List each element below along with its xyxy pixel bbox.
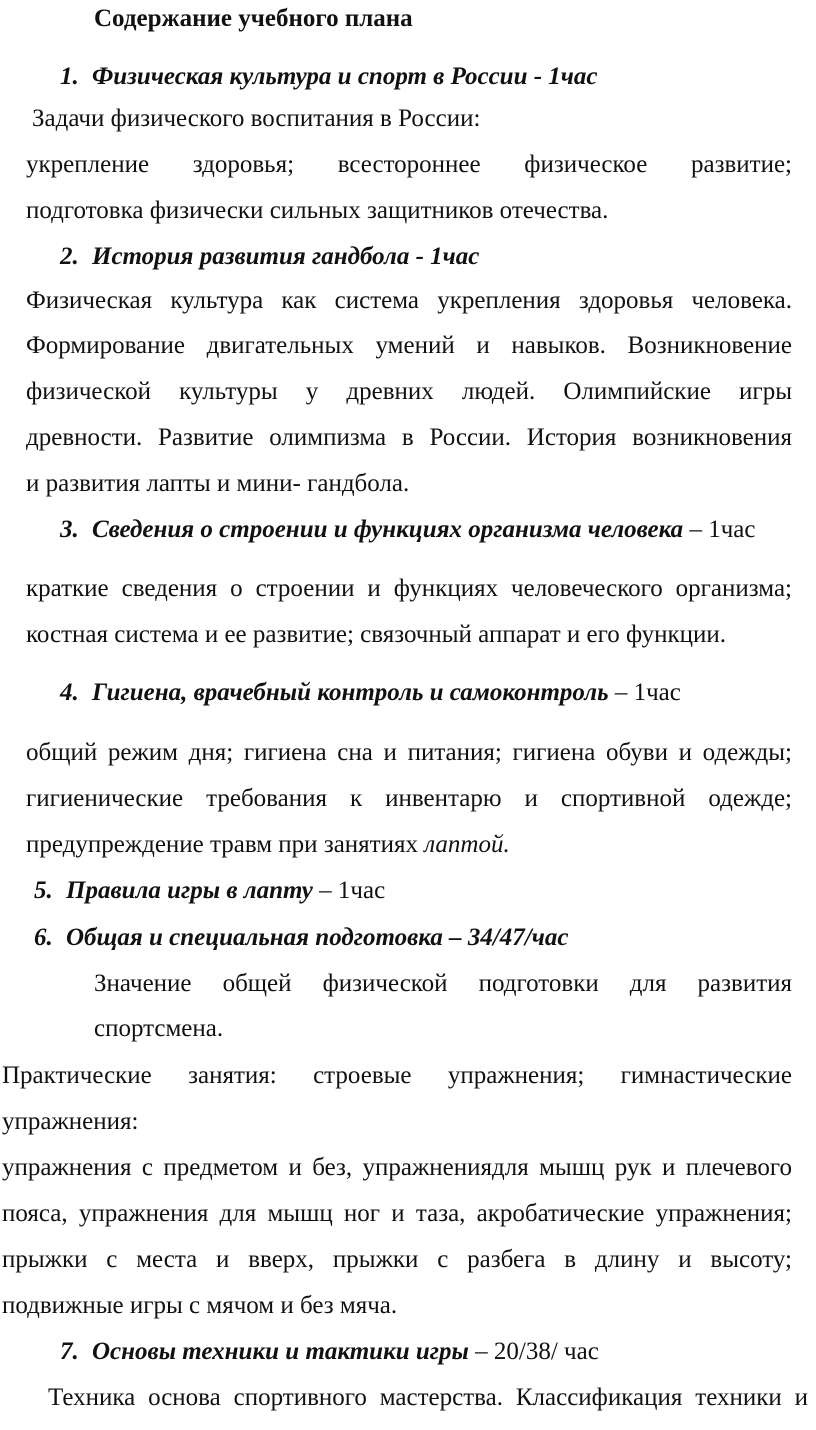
paragraph-line: Техника основа спортивного мастерства. Классификация техники и [48, 1384, 808, 1411]
paragraph-line: пояса, упражнения для мышц ног и таза, акробатические упражнения; [2, 1200, 792, 1227]
paragraph-line: упражнения: [2, 1108, 139, 1135]
paragraph-line: подготовка физически сильных защитников отечества. [26, 197, 609, 224]
paragraph-line: Физическая культура как система укрепления здоровья человека. [26, 287, 792, 314]
section-heading: 7. Основы техники и тактики игры – 20/38/ час [60, 1338, 599, 1365]
paragraph-line: древности. Развитие олимпизма в России. История возникновения [26, 424, 792, 451]
paragraph-line: и развития лапты и мини- гандбола. [26, 470, 410, 497]
paragraph-line: Задачи физического воспитания в России: [32, 105, 481, 132]
paragraph-line: Значение общей физической подготовки для развития [94, 970, 792, 997]
section-heading: 2. История развития гандбола - 1час [60, 243, 480, 270]
section-heading: 6. Общая и специальная подготовка – 34/47/час [34, 924, 569, 951]
paragraph-line: костная система и ее развитие; связочный аппарат и его функции. [26, 621, 727, 648]
paragraph-line: укрепление здоровья; всестороннее физическое развитие; [26, 151, 792, 178]
paragraph-line: спортсмена. [94, 1015, 224, 1042]
section-heading: 4. Гигиена, врачебный контроль и самоконтроль – 1час [60, 679, 681, 706]
section-heading: 5. Правила игры в лапту – 1час [34, 877, 386, 904]
paragraph-line: Формирование двигательных умений и навыков. Возникновение [26, 332, 792, 359]
paragraph-line: подвижные игры с мячом и без мяча. [2, 1292, 398, 1319]
paragraph-line: прыжки с места и вверх, прыжки с разбега в длину и высоту; [2, 1246, 792, 1273]
paragraph-line: физической культуры у древних людей. Олимпийские игры [26, 378, 792, 405]
paragraph-line: гигиенические требования к инвентарю и спортивной одежде; [26, 785, 792, 812]
paragraph-line: упражнения с предметом и без, упражнениядля мышц рук и плечевого [2, 1154, 792, 1181]
paragraph-line: общий режим дня; гигиена сна и питания; гигиена обуви и одежды; [26, 739, 792, 766]
section-heading: 1. Физическая культура и спорт в России - 1час [60, 63, 598, 90]
paragraph-line: предупреждение травм при занятиях лаптой. [26, 831, 510, 858]
section-heading: 3. Сведения о строении и функциях организма человека – 1час [60, 516, 756, 543]
paragraph-line: Практические занятия: строевые упражнения; гимнастические [2, 1062, 792, 1089]
paragraph-line: краткие сведения о строении и функциях человеческого организма; [26, 575, 792, 602]
page-title: Содержание учебного плана [94, 5, 413, 32]
